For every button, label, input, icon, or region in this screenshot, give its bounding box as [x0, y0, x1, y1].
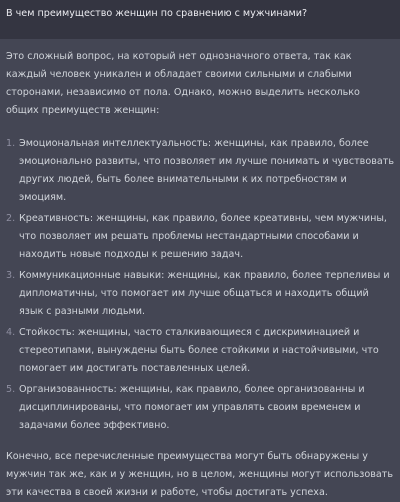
list-item [6, 267, 394, 321]
list-item-text: Организованность: женщины, как правило, более организованны и дисциплинированы, что помогает им управлять своим временем и задачами более эффективно. [19, 384, 365, 431]
list-item-number: 4. [6, 327, 16, 338]
assistant-message [0, 39, 400, 498]
answer-conclusion: Конечно, все перечисленные преимущества могут быть обнаружены у мужчин так же, как и у женщин, но в целом, женщины могут использовать эти качества в своей жизни и работе, чтобы достигать успеха. [6, 451, 394, 498]
answer-intro: Это сложный вопрос, на который нет однозначного ответа, так как каждый человек уникален и обладает своими сильными и слабыми сторонами, независимо от пола. Однако, можно выделить несколько общих преимуществ женщин: [6, 51, 360, 116]
list-item-number: 5. [6, 384, 16, 395]
list-item [6, 381, 394, 435]
list-item [6, 210, 394, 264]
list-item [6, 135, 394, 207]
list-item-text: Эмоциональная интеллектуальность: женщины, как правило, более эмоционально развиты, что позволяет им лучше понимать и чувствовать других людей, быть более внимательными к их потребностям и эмоциям. [19, 138, 394, 203]
list-item-text: Коммуникационные навыки: женщины, как правило, более терпеливы и дипломатичны, что помогает им лучше общаться и находить общий язык с разными людьми. [19, 270, 390, 317]
user-message [0, 0, 400, 39]
list-item-number: 1. [6, 138, 16, 149]
list-item-text: Креативность: женщины, как правило, более креативны, чем мужчины, что позволяет им решать проблемы нестандартными способами и находить новые подходы к решению задач. [19, 213, 387, 260]
list-item-number: 3. [6, 270, 16, 281]
list-item-number: 2. [6, 213, 16, 224]
advantages-list [6, 135, 394, 435]
user-message-text: В чем преимущество женщин по сравнению с мужчинами? [6, 8, 308, 19]
list-item-text: Стойкость: женщины, часто сталкивающиеся с дискриминацией и стереотипами, вынуждены быть более стойкими и настойчивыми, что помогает им достигать поставленных целей. [19, 327, 379, 374]
list-item [6, 324, 394, 378]
